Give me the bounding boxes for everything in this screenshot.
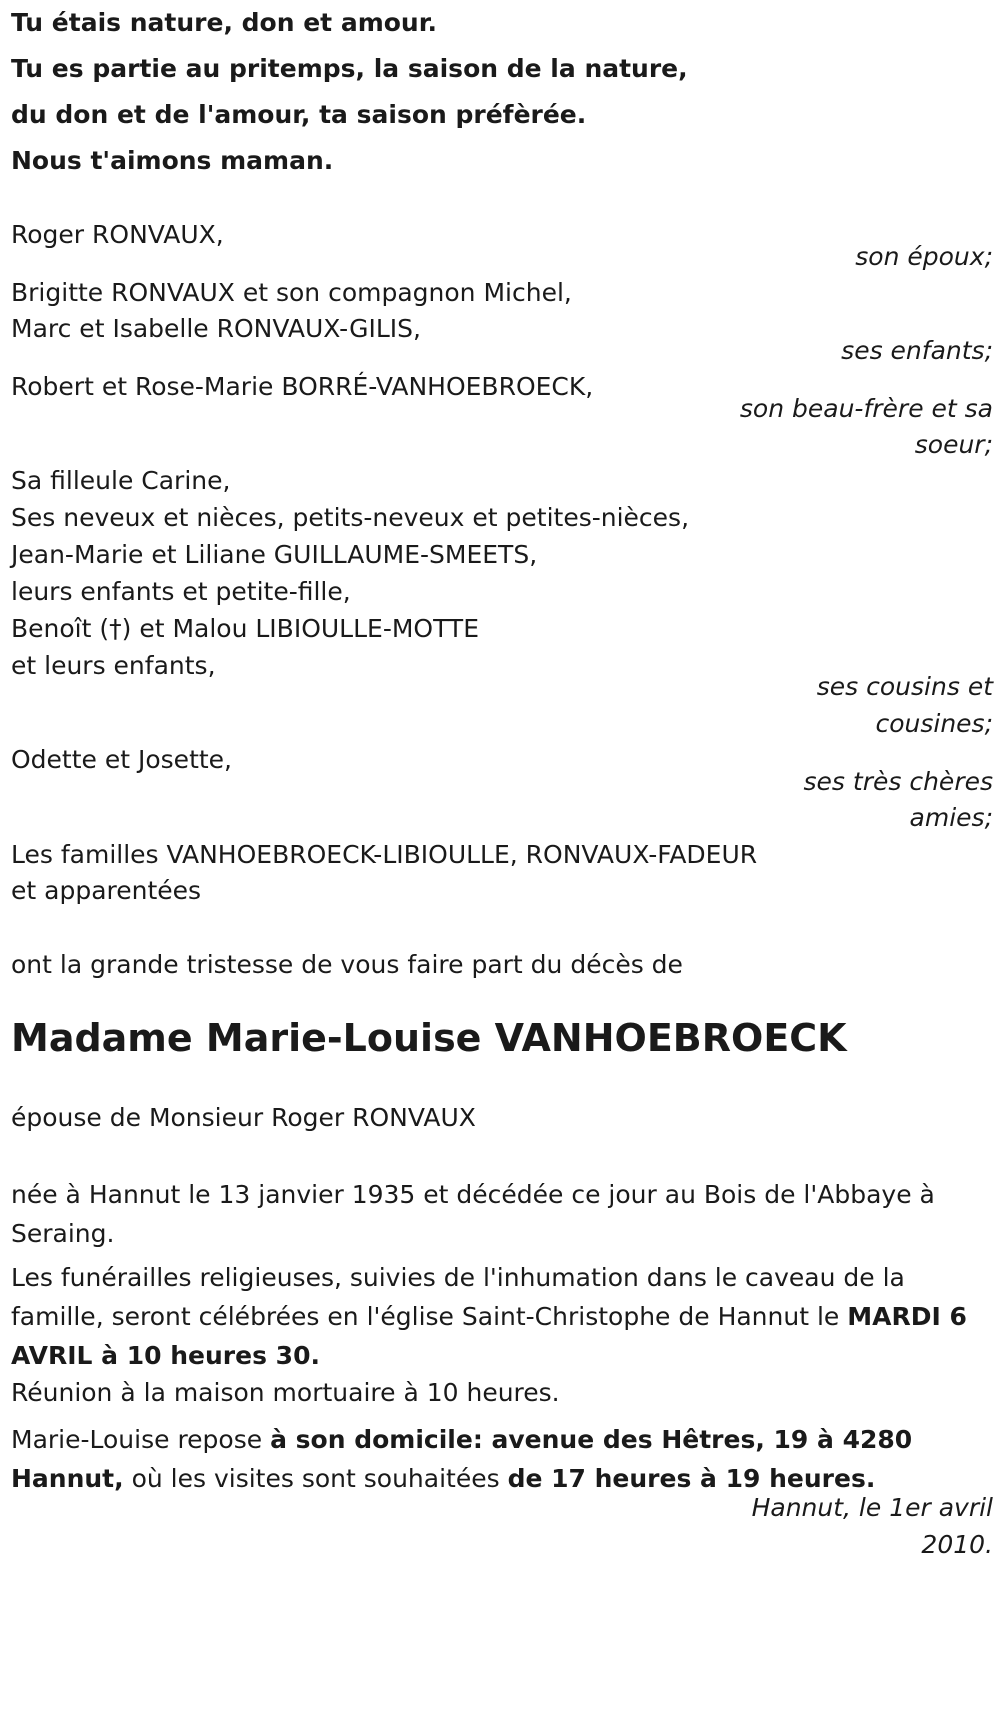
intro-line-1: Tu étais nature, don et amour.: [11, 8, 437, 37]
cousin-line-5: Benoît (†) et Malou LIBIOULLE-MOTTE: [11, 614, 479, 643]
cousin-line-2: Ses neveux et nièces, petits-neveux et petites-nièces,: [11, 503, 690, 532]
inlaws-role-2: soeur;: [914, 430, 993, 459]
cousins-role-1: ses cousins et: [816, 672, 993, 701]
meeting-line: Réunion à la maison mortuaire à 10 heures.: [11, 1378, 560, 1407]
friends: Odette et Josette,: [11, 745, 232, 774]
signoff-year: 2010.: [921, 1530, 993, 1559]
friends-role-2: amies;: [909, 803, 993, 832]
intro-line-3: du don et de l'amour, ta saison préfèrée.: [11, 100, 587, 129]
intro-line-4: Nous t'aimons maman.: [11, 146, 334, 175]
announcement: ont la grande tristesse de vous faire part du décès de: [11, 950, 683, 979]
families-line-1: Les familles VANHOEBROECK-LIBIOULLE, RONVAUX-FADEUR: [11, 840, 758, 869]
intro-line-2: Tu es partie au pritemps, la saison de la nature,: [11, 54, 688, 83]
deceased-name: Madame Marie-Louise VANHOEBROECK: [11, 1016, 847, 1060]
repose-hours: de 17 heures à 19 heures.: [507, 1464, 876, 1493]
families-line-2: et apparentées: [11, 876, 202, 905]
funeral-paragraph: [11, 1258, 993, 1375]
friends-role-1: ses très chères: [803, 767, 993, 796]
husband-name: Roger RONVAUX,: [11, 220, 224, 249]
funeral-text: Les funérailles religieuses, suivies de l'inhumation dans le caveau de la famille, seront célébrées en l'église Saint-Christophe de Hannut le: [11, 1263, 905, 1331]
husband-role: son époux;: [855, 242, 993, 271]
cousins-role-2: cousines;: [875, 709, 993, 738]
cousin-line-6: et leurs enfants,: [11, 651, 216, 680]
funeral-date: MARDI 6 AVRIL à 10 heures 30.: [11, 1302, 967, 1370]
signoff-place-date: Hannut, le 1er avril: [751, 1493, 993, 1522]
repose-address: à son domicile: avenue des Hêtres, 19 à 4280 Hannut,: [11, 1425, 913, 1493]
inlaws: Robert et Rose-Marie BORRÉ-VANHOEBROECK,: [11, 372, 594, 401]
inlaws-role-1: son beau-frère et sa: [739, 394, 993, 423]
birth-paragraph: née à Hannut le 13 janvier 1935 et décédée ce jour au Bois de l'Abbaye à Seraing.: [11, 1180, 935, 1248]
cousin-line-1: Sa filleule Carine,: [11, 466, 231, 495]
repose-a: Marie-Louise repose: [11, 1425, 271, 1454]
child-2: Marc et Isabelle RONVAUX-GILIS,: [11, 314, 421, 343]
repose-c: où les visites sont souhaitées: [123, 1464, 508, 1493]
cousin-line-4: leurs enfants et petite-fille,: [11, 577, 351, 606]
children-role: ses enfants;: [841, 336, 993, 365]
child-1: Brigitte RONVAUX et son compagnon Michel,: [11, 278, 572, 307]
repose-paragraph: [11, 1420, 993, 1498]
spouse-line: épouse de Monsieur Roger RONVAUX: [11, 1103, 476, 1132]
cousin-line-3: Jean-Marie et Liliane GUILLAUME-SMEETS,: [11, 540, 538, 569]
